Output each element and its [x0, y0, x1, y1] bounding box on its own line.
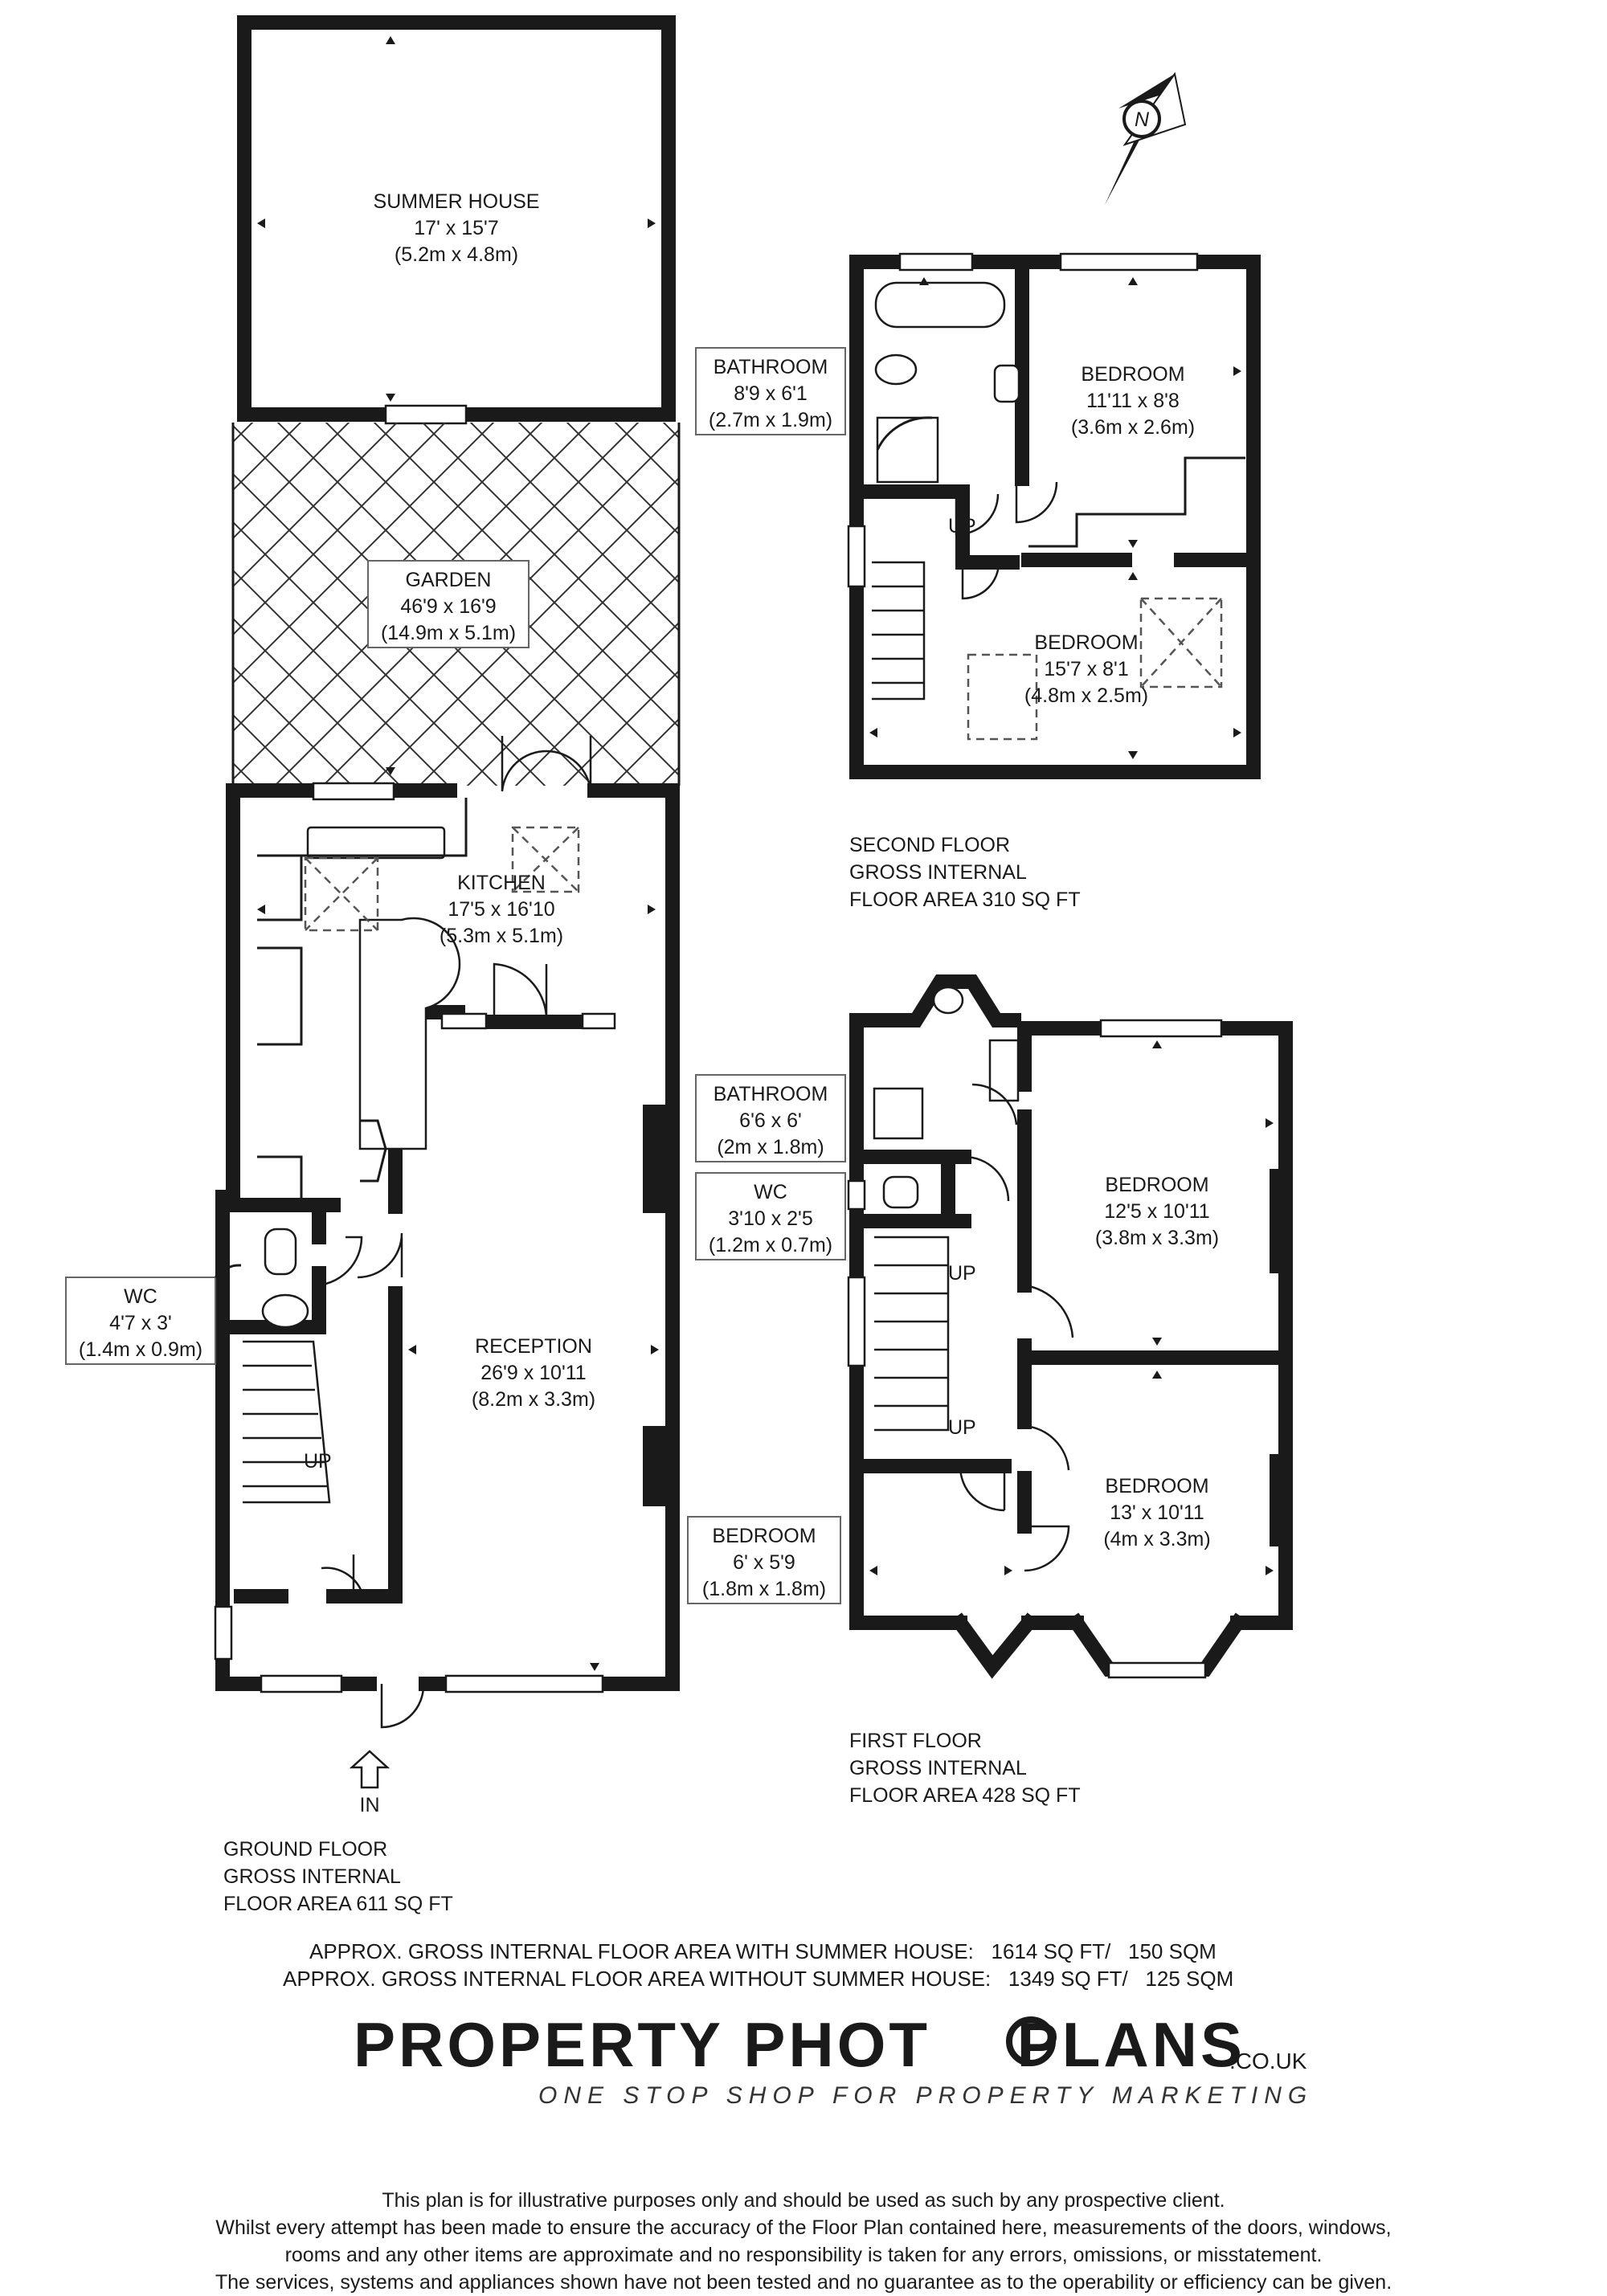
room-label-bathroom-first — [696, 1075, 845, 1162]
total-with-summer-house: APPROX. GROSS INTERNAL FLOOR AREA WITH SUMMER HOUSE: 1614 SQ FT/ 150 SQM — [309, 1939, 1216, 1963]
svg-text:46'9 x 16'9: 46'9 x 16'9 — [400, 595, 497, 618]
svg-text:RECEPTION: RECEPTION — [475, 1335, 592, 1358]
svg-text:8'9 x 6'1: 8'9 x 6'1 — [734, 382, 808, 405]
svg-text:FLOOR AREA 611 SQ FT: FLOOR AREA 611 SQ FT — [223, 1893, 453, 1915]
svg-text:BEDROOM: BEDROOM — [1034, 631, 1139, 654]
stair-up-label: UP — [948, 515, 976, 537]
svg-text:BEDROOM: BEDROOM — [712, 1525, 816, 1547]
svg-text:6' x 5'9: 6' x 5'9 — [733, 1551, 795, 1574]
disclaimer-line: rooms and any other items are approximate and no responsibility is taken for any errors, omissions, or misstatement. — [284, 2244, 1323, 2266]
brand-tld: .CO.UK — [1229, 2049, 1307, 2073]
floor-area-ground — [223, 1838, 453, 1915]
stair-up-label: UP — [304, 1450, 332, 1473]
disclaimer — [0, 2187, 1607, 2296]
stair-up-label: UP — [948, 1262, 976, 1285]
svg-text:BATHROOM: BATHROOM — [713, 356, 828, 378]
room-label-bathroom-second — [696, 348, 845, 435]
svg-text:17' x 15'7: 17' x 15'7 — [414, 217, 499, 239]
disclaimer-line: Whilst every attempt has been made to ensure the accuracy of the Floor Plan contained here, measurements of the doors, windows, — [215, 2216, 1392, 2239]
svg-text:GROSS INTERNAL: GROSS INTERNAL — [849, 1757, 1027, 1779]
svg-text:BATHROOM: BATHROOM — [713, 1083, 828, 1105]
svg-text:BEDROOM: BEDROOM — [1081, 363, 1185, 386]
svg-text:13' x 10'11: 13' x 10'11 — [1110, 1501, 1204, 1524]
svg-text:BEDROOM: BEDROOM — [1105, 1475, 1209, 1497]
svg-text:WC: WC — [754, 1181, 787, 1203]
svg-text:WC: WC — [124, 1285, 157, 1308]
room-label-wc-first — [696, 1173, 845, 1260]
svg-text:BEDROOM: BEDROOM — [1105, 1174, 1209, 1196]
svg-text:FLOOR AREA 310 SQ FT: FLOOR AREA 310 SQ FT — [849, 889, 1081, 911]
stair-up-label: UP — [948, 1416, 976, 1439]
svg-text:15'7 x 8'1: 15'7 x 8'1 — [1044, 658, 1129, 680]
svg-text:SUMMER HOUSE: SUMMER HOUSE — [373, 190, 540, 213]
room-label-garden — [368, 561, 529, 648]
svg-text:(3.8m x 3.3m): (3.8m x 3.3m) — [1094, 1227, 1220, 1249]
room-label-reception — [472, 1335, 595, 1411]
floor-area-first — [849, 1730, 1081, 1807]
svg-text:(2m x 1.8m): (2m x 1.8m) — [717, 1136, 824, 1158]
ground-floor — [215, 736, 673, 1727]
svg-text:(4.8m x 2.5m): (4.8m x 2.5m) — [1024, 684, 1149, 707]
svg-text:GROUND FLOOR: GROUND FLOOR — [223, 1838, 388, 1861]
brand-name: PROPERTY PHOT PLANS — [354, 2009, 1246, 2080]
room-label-bedroom-first-3 — [688, 1517, 840, 1604]
svg-text:(3.6m x 2.6m): (3.6m x 2.6m) — [1070, 416, 1196, 439]
svg-text:(1.8m x 1.8m): (1.8m x 1.8m) — [701, 1578, 827, 1600]
svg-text:GROSS INTERNAL: GROSS INTERNAL — [849, 861, 1027, 884]
compass-north-icon — [1105, 74, 1185, 205]
svg-text:12'5 x 10'11: 12'5 x 10'11 — [1104, 1200, 1210, 1223]
svg-text:(5.3m x 5.1m): (5.3m x 5.1m) — [439, 925, 564, 947]
svg-text:(4m x 3.3m): (4m x 3.3m) — [1103, 1528, 1211, 1550]
brand-badge-icon — [1006, 2016, 1056, 2066]
svg-text:KITCHEN: KITCHEN — [457, 872, 546, 894]
svg-text:(8.2m x 3.3m): (8.2m x 3.3m) — [471, 1388, 596, 1411]
svg-text:(5.2m x 4.8m): (5.2m x 4.8m) — [394, 243, 519, 266]
total-floor-area — [265, 1938, 1233, 1992]
svg-text:26'9 x 10'11: 26'9 x 10'11 — [480, 1362, 587, 1384]
svg-text:(1.4m x 0.9m): (1.4m x 0.9m) — [78, 1338, 203, 1361]
entrance-label: IN — [359, 1794, 380, 1816]
svg-text:4'7 x 3': 4'7 x 3' — [109, 1312, 172, 1334]
room-label-kitchen — [440, 872, 563, 947]
brand-tagline: ONE STOP SHOP FOR PROPERTY MARKETING — [538, 2082, 1314, 2109]
svg-text:(2.7m x 1.9m): (2.7m x 1.9m) — [708, 409, 833, 431]
svg-text:3'10 x 2'5: 3'10 x 2'5 — [728, 1207, 813, 1230]
room-label-bedroom-second-2 — [1024, 631, 1148, 707]
svg-text:GROSS INTERNAL: GROSS INTERNAL — [223, 1865, 401, 1888]
svg-text:FIRST FLOOR: FIRST FLOOR — [849, 1730, 982, 1752]
compass-north-label: N — [1134, 108, 1150, 131]
svg-text:6'6 x 6': 6'6 x 6' — [739, 1109, 802, 1132]
svg-text:11'11 x 8'8: 11'11 x 8'8 — [1086, 390, 1180, 412]
disclaimer-line: This plan is for illustrative purposes only and should be used as such by any prospective client. — [382, 2189, 1225, 2212]
entrance-arrow-icon — [352, 1751, 387, 1816]
brand-logo — [354, 2008, 1314, 2121]
room-label-bedroom-first-2 — [1103, 1475, 1210, 1550]
first-floor — [848, 982, 1286, 1677]
floor-area-second — [849, 834, 1081, 911]
svg-text:FLOOR AREA 428 SQ FT: FLOOR AREA 428 SQ FT — [849, 1784, 1081, 1807]
total-without-summer-house: APPROX. GROSS INTERNAL FLOOR AREA WITHOUT SUMMER HOUSE: 1349 SQ FT/ 125 SQM — [283, 1967, 1234, 1991]
room-label-bedroom-first-1 — [1095, 1174, 1219, 1249]
room-label-wc-ground — [66, 1265, 241, 1364]
svg-text:(1.2m x 0.7m): (1.2m x 0.7m) — [708, 1234, 833, 1256]
svg-text:(14.9m x 5.1m): (14.9m x 5.1m) — [380, 622, 517, 644]
svg-text:17'5 x 16'10: 17'5 x 16'10 — [448, 898, 555, 921]
room-label-bedroom-second-1 — [1071, 363, 1195, 439]
disclaimer-line: The services, systems and appliances shown have not been tested and no guarantee as to the operability or efficiency can be given. — [215, 2271, 1392, 2294]
room-label-summer-house — [374, 190, 540, 266]
svg-text:SECOND FLOOR: SECOND FLOOR — [849, 834, 1011, 856]
svg-text:GARDEN: GARDEN — [405, 569, 492, 591]
